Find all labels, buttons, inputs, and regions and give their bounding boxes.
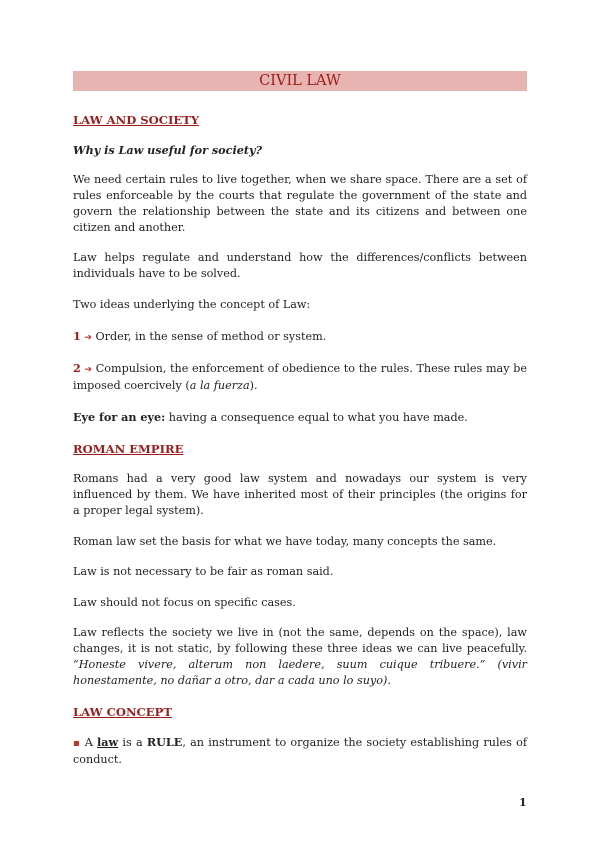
idea-2-italic: a la fuerza (189, 379, 250, 392)
paragraph-not-fair: Law is not necessary to be fair as roman said. (73, 565, 334, 578)
rule-word: RULE (146, 735, 183, 749)
law-concept-text-b: is a (118, 736, 147, 749)
paragraph-roman-law: Roman law set the basis for what we have today, many concepts the same. (73, 535, 497, 548)
page-number: 1 (519, 796, 527, 809)
eye-for-eye-line (73, 409, 527, 426)
law-concept-text-a: A (80, 736, 98, 749)
paragraph-two-ideas: Two ideas underlying the concept of Law: (73, 298, 311, 311)
law-concept-text-c: , an instrument to organize the society establishing rules of conduct. (73, 736, 528, 766)
document-title: CIVIL LAW (73, 71, 527, 91)
page-content (73, 71, 527, 768)
law-word: law (97, 735, 119, 749)
heading-law-concept: LAW CONCEPT (73, 705, 172, 719)
idea-2-number: 2 (73, 361, 81, 375)
latin-quote: “Honeste vivere, alterum non laedere, suum cuique tribuere.” (vivir honestamente, no dañar a otro, dar a cada uno lo suyo). (73, 658, 527, 687)
law-reflects-text: Law reflects the society we live in (not the same, depends on the space), law changes, it is not static, by following these three ideas we can live peacefully. (73, 626, 527, 655)
law-concept-bullet-item (73, 734, 527, 768)
paragraph-rules: We need certain rules to live together, when we share space. There are a set of rules enforceable by the courts that regulate the government of the state and govern the relationship between the state and its citizens and between one citizen and another. (73, 173, 527, 234)
bullet-icon: ▪ (73, 738, 81, 749)
arrow-icon: ➔ (84, 333, 92, 343)
paragraph-law-helps: Law helps regulate and understand how the differences/conflicts between individuals have to be solved. (73, 251, 527, 280)
paragraph-law-reflects (73, 625, 527, 689)
question-line: Why is Law useful for society? (73, 143, 263, 157)
heading-roman-empire: ROMAN EMPIRE (73, 442, 184, 456)
eye-label: Eye for an eye: (73, 410, 166, 424)
idea-1-text: Order, in the sense of method or system. (91, 330, 327, 343)
idea-1-number: 1 (73, 329, 81, 343)
paragraph-specific-cases: Law should not focus on specific cases. (73, 596, 296, 609)
eye-text: having a consequence equal to what you have made. (165, 411, 468, 424)
paragraph-romans: Romans had a very good law system and nowadays our system is very influenced by them. We have inherited most of their principles (the origins for a proper legal system). (73, 472, 527, 517)
arrow-icon: ➔ (84, 365, 93, 375)
idea-1 (73, 328, 527, 346)
idea-2-text: Compulsion, the enforcement of obedience to the rules. These rules may be imposed coercively ( (73, 362, 528, 392)
idea-2-end: ). (249, 379, 258, 392)
idea-2 (73, 360, 527, 394)
heading-law-and-society: LAW AND SOCIETY (73, 113, 200, 127)
